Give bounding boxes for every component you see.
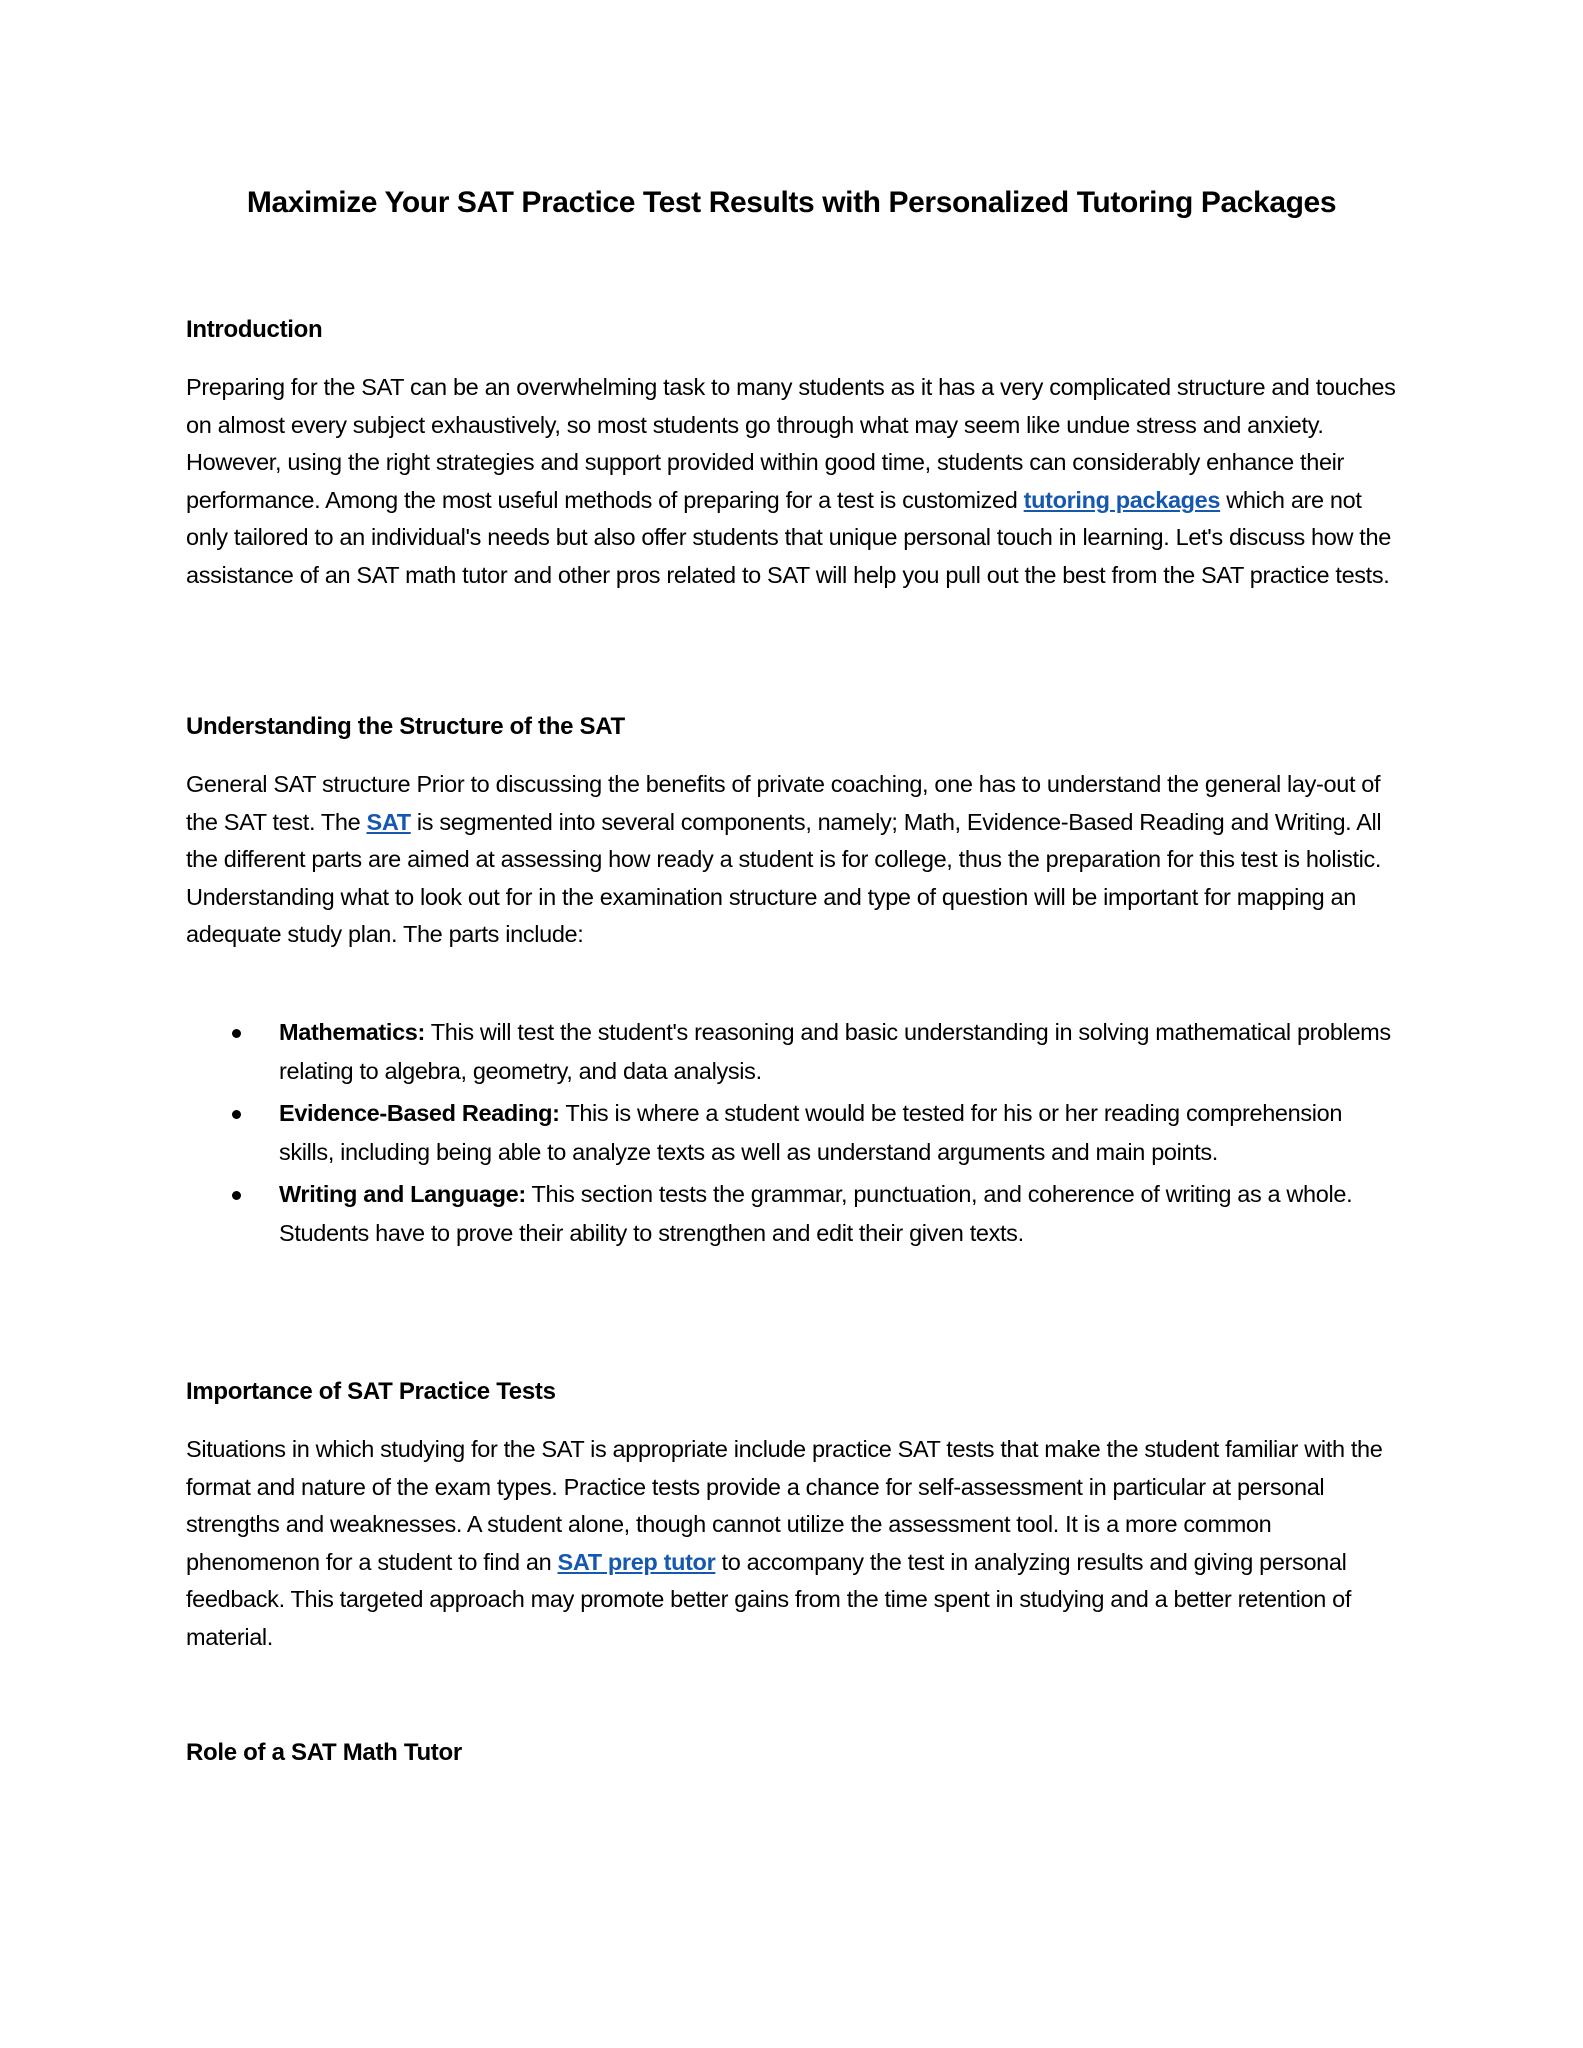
text: General SAT structure Prior to discussing the benefits of private coaching, one has to understand the general lay-out of the SAT test. The [186,771,1381,835]
bullet-icon [232,1029,241,1038]
bullet-term: Writing and Language: [279,1181,526,1207]
importance-paragraph [186,1431,1398,1657]
sat-link[interactable]: SAT [366,808,411,835]
structure-paragraph [186,766,1398,954]
bullet-text: This is where a student would be tested for his or her reading comprehension skills, including being able to analyze texts as well as understand arguments and main points. [279,1100,1343,1165]
sat-prep-tutor-link[interactable]: SAT prep tutor [557,1548,716,1575]
text: Preparing for the SAT can be an overwhelming task to many students as it has a very complicated structure and touches on almost every subject exhaustively, so most students go through what may seem like undue stress and anxiety. However, using the right strategies and support provided within good time, students can considerably enhance their performance. Among the most useful methods of preparing for a test is customized [186,374,1396,513]
heading-math-tutor: Role of a SAT Math Tutor [186,1739,462,1766]
bullet-text: This will test the student's reasoning and basic understanding in solving mathematical problems relating to algebra, geometry, and data analysis. [279,1019,1391,1084]
list-item [186,1175,1399,1253]
bullet-term: Mathematics: [279,1019,425,1045]
text: to accompany the test in analyzing results and giving personal feedback. This targeted approach may promote better gains from the time spent in studying and a better retention of material. [186,1548,1352,1650]
heading-introduction: Introduction [186,316,323,343]
text: Situations in which studying for the SAT is appropriate include practice SAT tests that make the student familiar with the format and nature of the exam types. Practice tests provide a chance for self-assessment in particular at personal strengths and weaknesses. A student alone, though cannot utilize the assessment tool. It is a more common phenomenon for a student to find an [186,1436,1383,1575]
bullet-icon [232,1110,241,1119]
tutoring-packages-link[interactable]: tutoring packages [1023,486,1221,513]
text: which are not only tailored to an individual's needs but also offer students that unique personal touch in learning. Let's discuss how the assistance of an SAT math tutor and other pros related to SAT will help you pull out the best from the SAT practice tests. [186,486,1391,588]
page-title: Maximize Your SAT Practice Test Results with Personalized Tutoring Packages [246,186,1337,219]
bullet-text: This section tests the grammar, punctuation, and coherence of writing as a whole. Students have to prove their ability to strengthen and edit their given texts. [279,1181,1353,1246]
list-item [186,1013,1399,1091]
list-item [186,1094,1399,1172]
heading-importance: Importance of SAT Practice Tests [186,1378,556,1405]
bullet-icon [232,1191,241,1200]
bullet-term: Evidence-Based Reading: [279,1100,560,1126]
heading-structure: Understanding the Structure of the SAT [186,713,625,740]
text: is segmented into several components, namely; Math, Evidence-Based Reading and Writing. All the different parts are aimed at assessing how ready a student is for college, thus the preparation for this test is holistic. Understanding what to look out for in the examination structure and type of question will be important for mapping an adequate study plan. The parts include: [186,808,1382,948]
intro-paragraph [186,369,1398,595]
parts-list [186,1013,1398,1256]
